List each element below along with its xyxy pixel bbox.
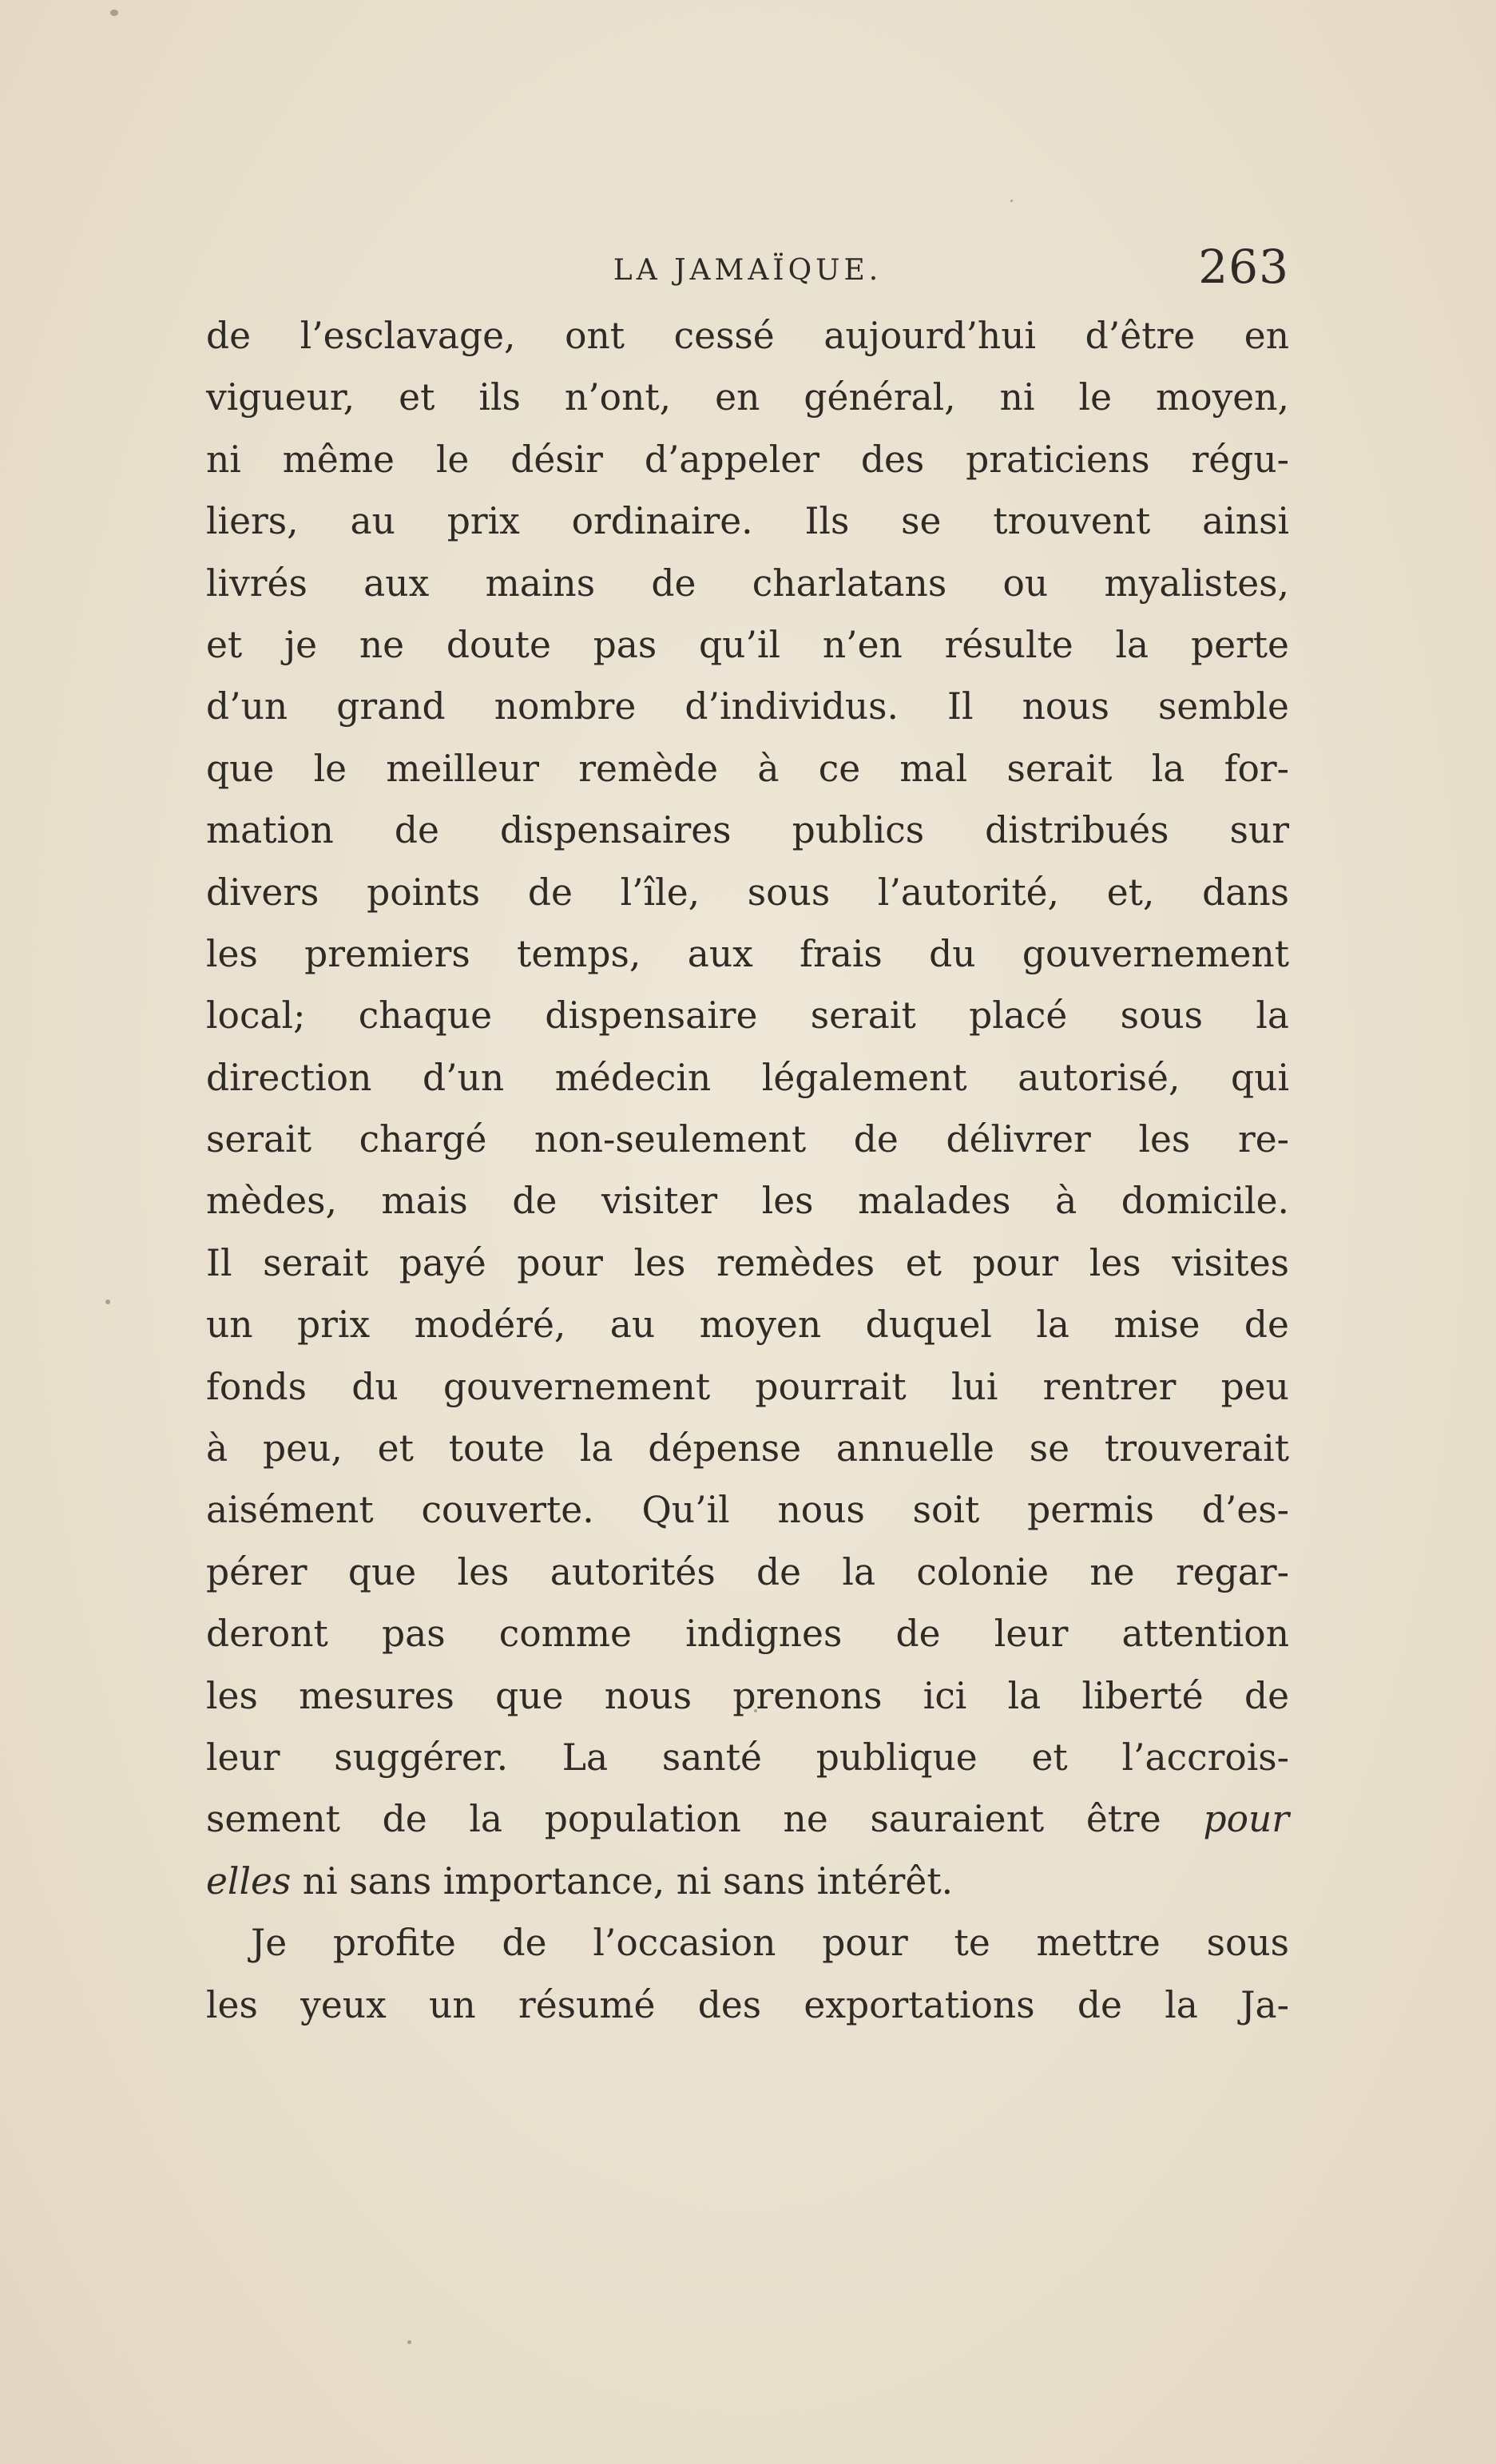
text-line: de l’esclavage, ont cessé aujourd’hui d’être en — [206, 315, 1289, 357]
text-line: liers, au prix ordinaire. Ils se trouvent ainsi — [206, 500, 1289, 543]
text-line: aisément couverte. Qu’il nous soit permis d’es- — [206, 1489, 1289, 1532]
paper-speck — [1010, 200, 1013, 202]
text-line-with-italic — [206, 1788, 1289, 1850]
text-line: deront pas comme indignes de leur attention — [206, 1613, 1289, 1656]
text-line: livrés aux mains de charlatans ou myalistes, — [206, 561, 1289, 605]
text-line: ni même le désir d’appeler des praticiens régu- — [206, 438, 1289, 481]
text-line: les mesures que nous prenons ici la liberté de — [206, 1674, 1289, 1717]
text-line: pérer que les autorités de la colonie ne regar- — [206, 1550, 1289, 1593]
text-line: divers points de l’île, sous l’autorité, et, dans — [206, 871, 1289, 914]
text-line: que le meilleur remède à ce mal serait la for- — [206, 747, 1289, 790]
text-line: mèdes, mais de visiter les malades à domicile. — [206, 1180, 1289, 1223]
text-line: leur suggérer. La santé publique et l’accrois- — [206, 1736, 1289, 1779]
page-number: 263 — [1198, 240, 1289, 294]
text-line: vigueur, et ils n’ont, en général, ni le moyen, — [206, 376, 1289, 419]
text-line: un prix modéré, au moyen duquel la mise de — [206, 1303, 1289, 1347]
text-line: et je ne doute pas qu’il n’en résulte la perte — [206, 623, 1289, 666]
text-line: fonds du gouvernement pourrait lui rentrer peu — [206, 1365, 1289, 1408]
page-header — [206, 240, 1289, 304]
paragraph-start-line: Je profite de l’occasion pour te mettre sous — [251, 1922, 1289, 1965]
text-line: local; chaque dispensaire serait placé sous la — [206, 994, 1289, 1038]
running-head: LA JAMAÏQUE. — [613, 254, 883, 287]
text-line: direction d’un médecin légalement autorisé, qui — [206, 1056, 1289, 1099]
text-line: d’un grand nombre d’individus. Il nous semble — [206, 685, 1289, 728]
italic-word: elles — [206, 1859, 292, 1903]
paper-speck — [110, 10, 118, 16]
text-line: mation de dispensaires publics distribués sur — [206, 809, 1289, 852]
line-text: sement de la population ne sauraient être — [206, 1798, 1161, 1841]
text-line: à peu, et toute la dépense annuelle se trouverait — [206, 1427, 1289, 1470]
text-line: les premiers temps, aux frais du gouvernement — [206, 932, 1289, 975]
body-text — [206, 305, 1289, 2036]
text-line: serait chargé non-seulement de délivrer les re- — [206, 1118, 1289, 1161]
text-line: les yeux un résumé des exportations de la Ja- — [206, 1983, 1289, 2026]
paper-speck — [105, 1299, 110, 1304]
italic-word: pour — [1203, 1798, 1290, 1841]
text-line: Il serait payé pour les remèdes et pour les visites — [206, 1241, 1289, 1284]
paragraph-end-line — [206, 1851, 1289, 1912]
paper-speck — [407, 2340, 411, 2344]
line-text: ni sans importance, ni sans intérêt. — [291, 1859, 954, 1903]
